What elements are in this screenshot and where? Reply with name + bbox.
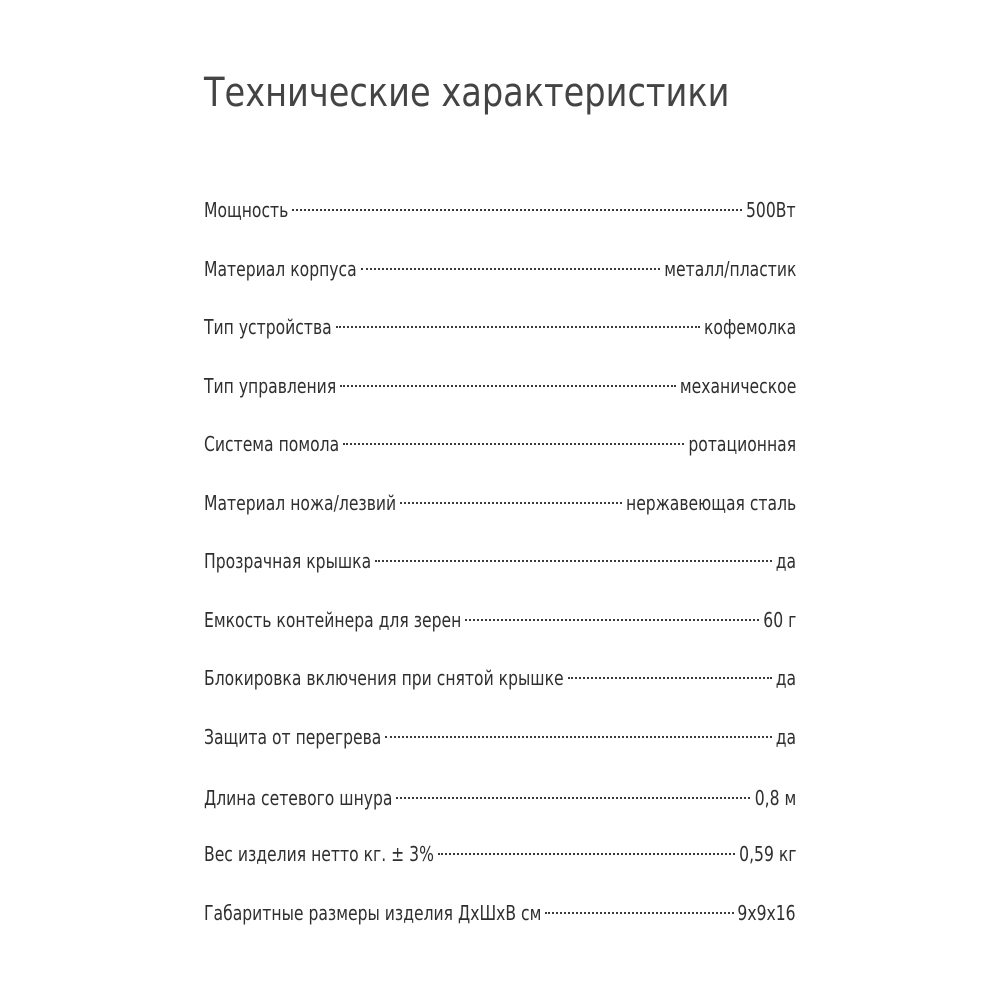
spec-row bbox=[204, 480, 796, 515]
dot-leader bbox=[340, 363, 675, 393]
spec-value: механическое bbox=[679, 374, 796, 398]
spec-row bbox=[204, 304, 796, 339]
spec-name: Длина сетевого шнура bbox=[204, 786, 393, 810]
dot-leader bbox=[400, 480, 622, 510]
spec-row bbox=[204, 831, 796, 866]
spec-value: 9х9х16 bbox=[737, 901, 796, 925]
spec-row bbox=[204, 421, 796, 456]
spec-row bbox=[204, 246, 796, 281]
dot-leader bbox=[465, 597, 759, 627]
spec-row bbox=[204, 655, 796, 690]
spec-name: Материал ножа/лезвий bbox=[204, 491, 397, 515]
spec-value: 500Вт bbox=[746, 198, 796, 222]
spec-name: Емкость контейнера для зерен bbox=[204, 608, 462, 632]
spec-row bbox=[204, 597, 796, 632]
dot-leader bbox=[568, 655, 772, 685]
dot-leader bbox=[336, 304, 700, 334]
spec-name: Защита от перегрева bbox=[204, 725, 382, 749]
spec-value: да bbox=[775, 666, 796, 690]
spec-name: Прозрачная крышка bbox=[204, 549, 372, 573]
spec-value: нержавеющая сталь bbox=[625, 491, 796, 515]
spec-name: Система помола bbox=[204, 432, 340, 456]
spec-row bbox=[204, 714, 796, 749]
spec-value: кофемолка bbox=[703, 315, 796, 339]
spec-name: Мощность bbox=[204, 198, 289, 222]
dot-leader bbox=[361, 246, 660, 276]
spec-value: 0,59 кг bbox=[738, 842, 796, 866]
spec-name: Тип управления bbox=[204, 374, 337, 398]
dot-leader bbox=[343, 421, 684, 451]
dot-leader bbox=[292, 187, 742, 217]
dot-leader bbox=[385, 714, 771, 744]
spec-row bbox=[204, 538, 796, 573]
spec-row bbox=[204, 890, 796, 925]
spec-value: 0,8 м bbox=[754, 786, 796, 810]
spec-name: Тип устройства bbox=[204, 315, 332, 339]
spec-row bbox=[204, 363, 796, 398]
dot-leader bbox=[438, 831, 735, 861]
spec-name: Материал корпуса bbox=[204, 257, 357, 281]
spec-value: 60 г bbox=[762, 608, 796, 632]
dot-leader bbox=[396, 775, 750, 805]
spec-value: да bbox=[775, 549, 796, 573]
spec-row bbox=[204, 775, 796, 810]
spec-name: Габаритные размеры изделия ДхШхВ см bbox=[204, 901, 542, 925]
spec-name: Блокировка включения при снятой крышке bbox=[204, 666, 564, 690]
spec-row bbox=[204, 187, 796, 222]
spec-value: да bbox=[775, 725, 796, 749]
spec-value: ротационная bbox=[688, 432, 796, 456]
dot-leader bbox=[545, 890, 733, 920]
page-title: Технические характеристики bbox=[204, 70, 730, 116]
spec-sheet bbox=[204, 0, 796, 1000]
dot-leader bbox=[375, 538, 771, 568]
spec-name: Вес изделия нетто кг. ± 3% bbox=[204, 842, 434, 866]
spec-value: металл/пластик bbox=[663, 257, 796, 281]
